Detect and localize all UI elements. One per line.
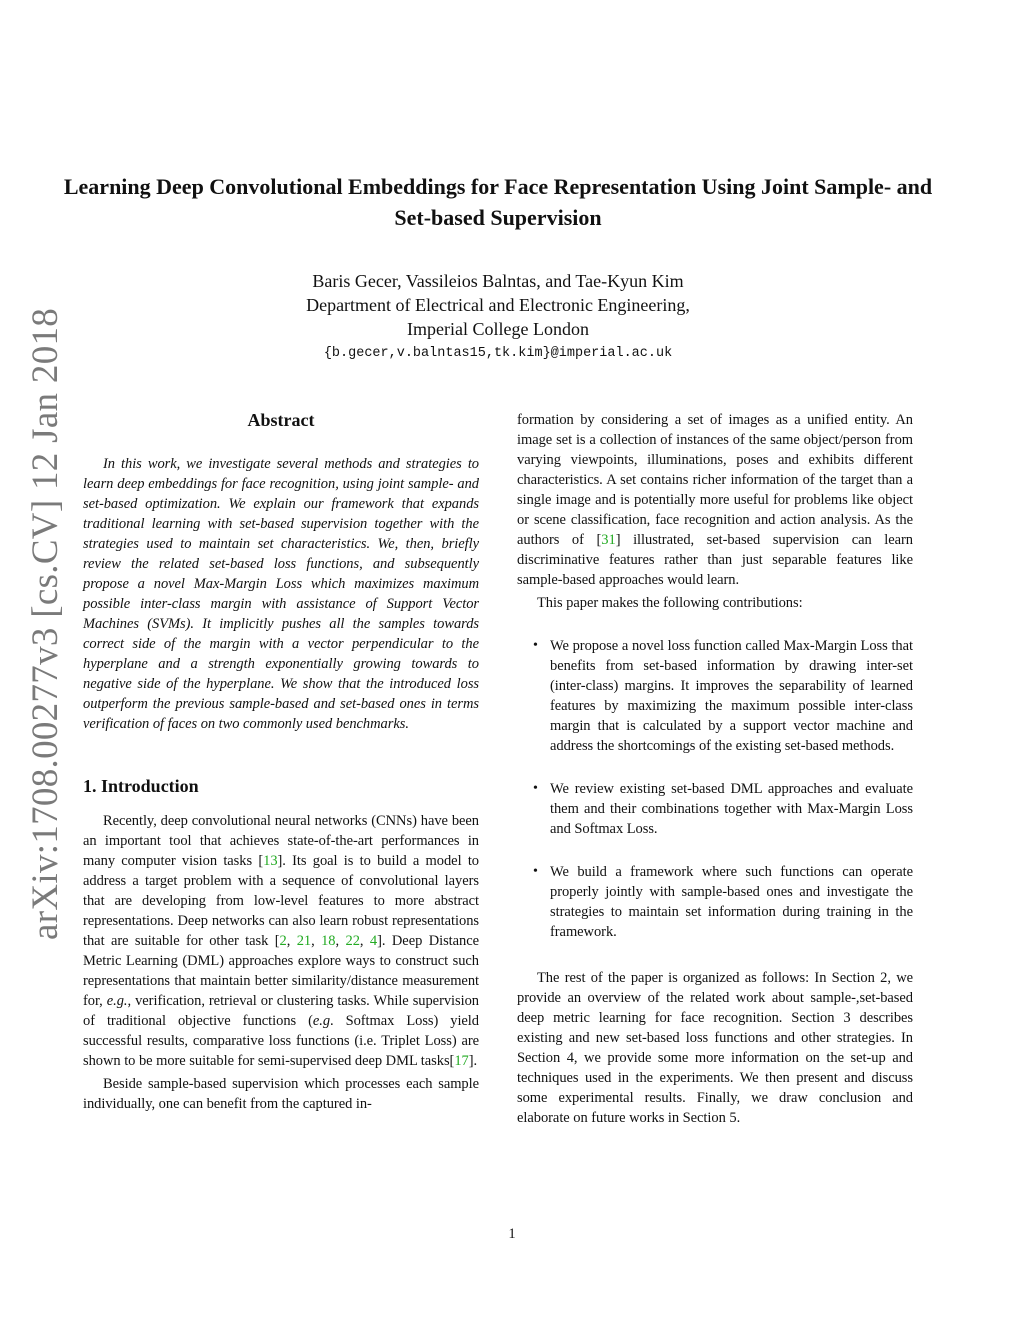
contribution-item: [517, 862, 913, 942]
citation-separator: ,: [286, 933, 297, 949]
paper-title: Learning Deep Convolutional Embeddings for Face Representation Using Joint Sample- and Set-based Supervision: [63, 174, 933, 230]
citation-18[interactable]: 18: [321, 933, 336, 949]
intro-p1-text-f: ].: [468, 1053, 478, 1069]
page-number: 1: [508, 1226, 516, 1242]
citation-separator: ,: [311, 933, 322, 949]
intro-paragraph-1: [83, 811, 479, 1071]
intro-paragraph-continued: [517, 410, 913, 590]
citation-13[interactable]: 13: [263, 853, 278, 869]
citation-31[interactable]: 31: [601, 532, 616, 548]
author-names: Baris Gecer, Vassileios Balntas, and Tae-Kyun Kim: [312, 271, 684, 291]
contributions-list: [517, 636, 913, 942]
contribution-text: We propose a novel loss function called Max-Margin Loss that benefits from set-based information by drawing inter-set (inter-class) margins. It improves the separability of learned features by maximizing the maximum possible inter-class margin that is calculated by a support vector machine and address the shortcomings of the existing set-based methods.: [550, 638, 913, 754]
contribution-text: We build a framework where such functions can operate properly jointly with sample-based ones and investigate the strategies to maintain set information during training in the framework.: [550, 864, 913, 940]
contribution-item: [517, 636, 913, 756]
cont-text-a: formation by considering a set of images as a unified entity. An image set is a collection of instances of the same object/person from varying viewpoints, illuminations, poses and exhibits different characteristics. A set contains richer information of the target than a single image and is potentially more useful for problems like object or scene classification, face recognition and action analysis. As the authors of [: [517, 412, 913, 548]
citation-separator: ,: [359, 933, 370, 949]
intro-p1-text-a: Recently, deep convolutional neural networks (CNNs) have been an important tool that achieves state-of-the-art performances in many computer vision tasks [: [83, 813, 479, 869]
author-email[interactable]: [198, 341, 798, 367]
arxiv-stamp: arXiv:1708.00277v3 [cs.CV] 12 Jan 2018: [25, 307, 66, 940]
introduction-heading: 1. Introduction: [83, 776, 199, 796]
citation-4[interactable]: 4: [369, 933, 378, 949]
cont-text-b: ] illustrated, set-based supervision can learn discriminative features rather than just separable features like sample-based approaches would learn.: [517, 532, 913, 588]
introduction-section: [83, 774, 479, 1114]
contribution-text: We review existing set-based DML approaches and evaluate them and their combinations together with Max-Margin Loss and Softmax Loss.: [550, 781, 913, 837]
intro-p1-text-e: . Softmax Loss) yield successful results, comparative loss functions (i.e. Triplet Loss) are shown to be more suitable for semi-supervised deep DML tasks[: [83, 1013, 479, 1069]
citation-21[interactable]: 21: [296, 933, 312, 949]
citation-17[interactable]: 17: [454, 1053, 469, 1069]
right-column: [517, 410, 913, 1128]
intro-p1-text-d: , verification, retrieval or clustering tasks. While supervision of traditional objective functions (: [83, 993, 479, 1029]
citation-2[interactable]: 2: [279, 933, 287, 949]
intro-p1-text-b: ]. Its goal is to build a model to address a target problem with a sequence of convolutional layers that are developing from low-level features to more abstract representations. Deep networks can also learn robust representations that are suitable for other task [: [83, 853, 479, 949]
abstract-body: In this work, we investigate several methods and strategies to learn deep embeddings for face recognition, using joint sample- and set-based optimization. We explain our framework that expands traditional learning with set-based supervision together with the strategies used to maintain set characteristics. We, then, briefly review the related set-based loss functions, and subsequently propose a novel Max-Margin Loss which maximizes maximum possible inter-class margin with assistance of Support Vector Machines (SVMs). It implicitly pushes all the samples towards correct side of the margin with a vector perpendicular to the hyperplane and a strength exponentially growing towards to negative side of the hyperplane. We show that the introduced loss outperform the previous sample-based and set-based ones in terms verification of faces on two commonly used benchmarks.: [83, 456, 479, 732]
author-department: Department of Electrical and Electronic Engineering,: [306, 295, 690, 315]
bullet-icon: •: [533, 638, 538, 653]
author-block: [198, 269, 798, 367]
bullet-icon: •: [533, 864, 538, 879]
intro-paragraph-2: Beside sample-based supervision which processes each sample individually, one can benefit from the captured in-: [83, 1076, 479, 1112]
intro-p1-text-c: ]. Deep Distance Metric Learning (DML) approaches explore ways to construct such representations that maintain better similarity/distance measurement for,: [83, 933, 480, 1009]
email-domain: }@imperial.ac.uk: [542, 346, 673, 361]
abstract-heading: Abstract: [247, 410, 315, 430]
bullet-icon: •: [533, 781, 538, 796]
left-column: [83, 406, 479, 1114]
intro-eg-1: e.g.: [106, 993, 128, 1009]
intro-eg-2: e.g: [312, 1013, 331, 1029]
author-institution: Imperial College London: [407, 319, 589, 339]
organization-paragraph: The rest of the paper is organized as follows: In Section 2, we provide an overview of the related work about sample-,set-based deep metric learning for face recognition. Section 3 describes existing and new set-based loss functions and other strategies. In Section 4, we provide some more information on the set-up and techniques used in the experiments. We then present and discuss some experimental results. Finally, we draw conclusion and elaborate on future works in Section 5.: [517, 970, 913, 1126]
citation-separator: ,: [335, 933, 346, 949]
citation-22[interactable]: 22: [345, 933, 360, 949]
contribution-item: [517, 779, 913, 839]
email-users: b.gecer,v.balntas15,tk.kim: [331, 346, 543, 361]
email-brace-open: {: [323, 346, 332, 361]
contributions-intro: This paper makes the following contributions:: [537, 595, 803, 611]
